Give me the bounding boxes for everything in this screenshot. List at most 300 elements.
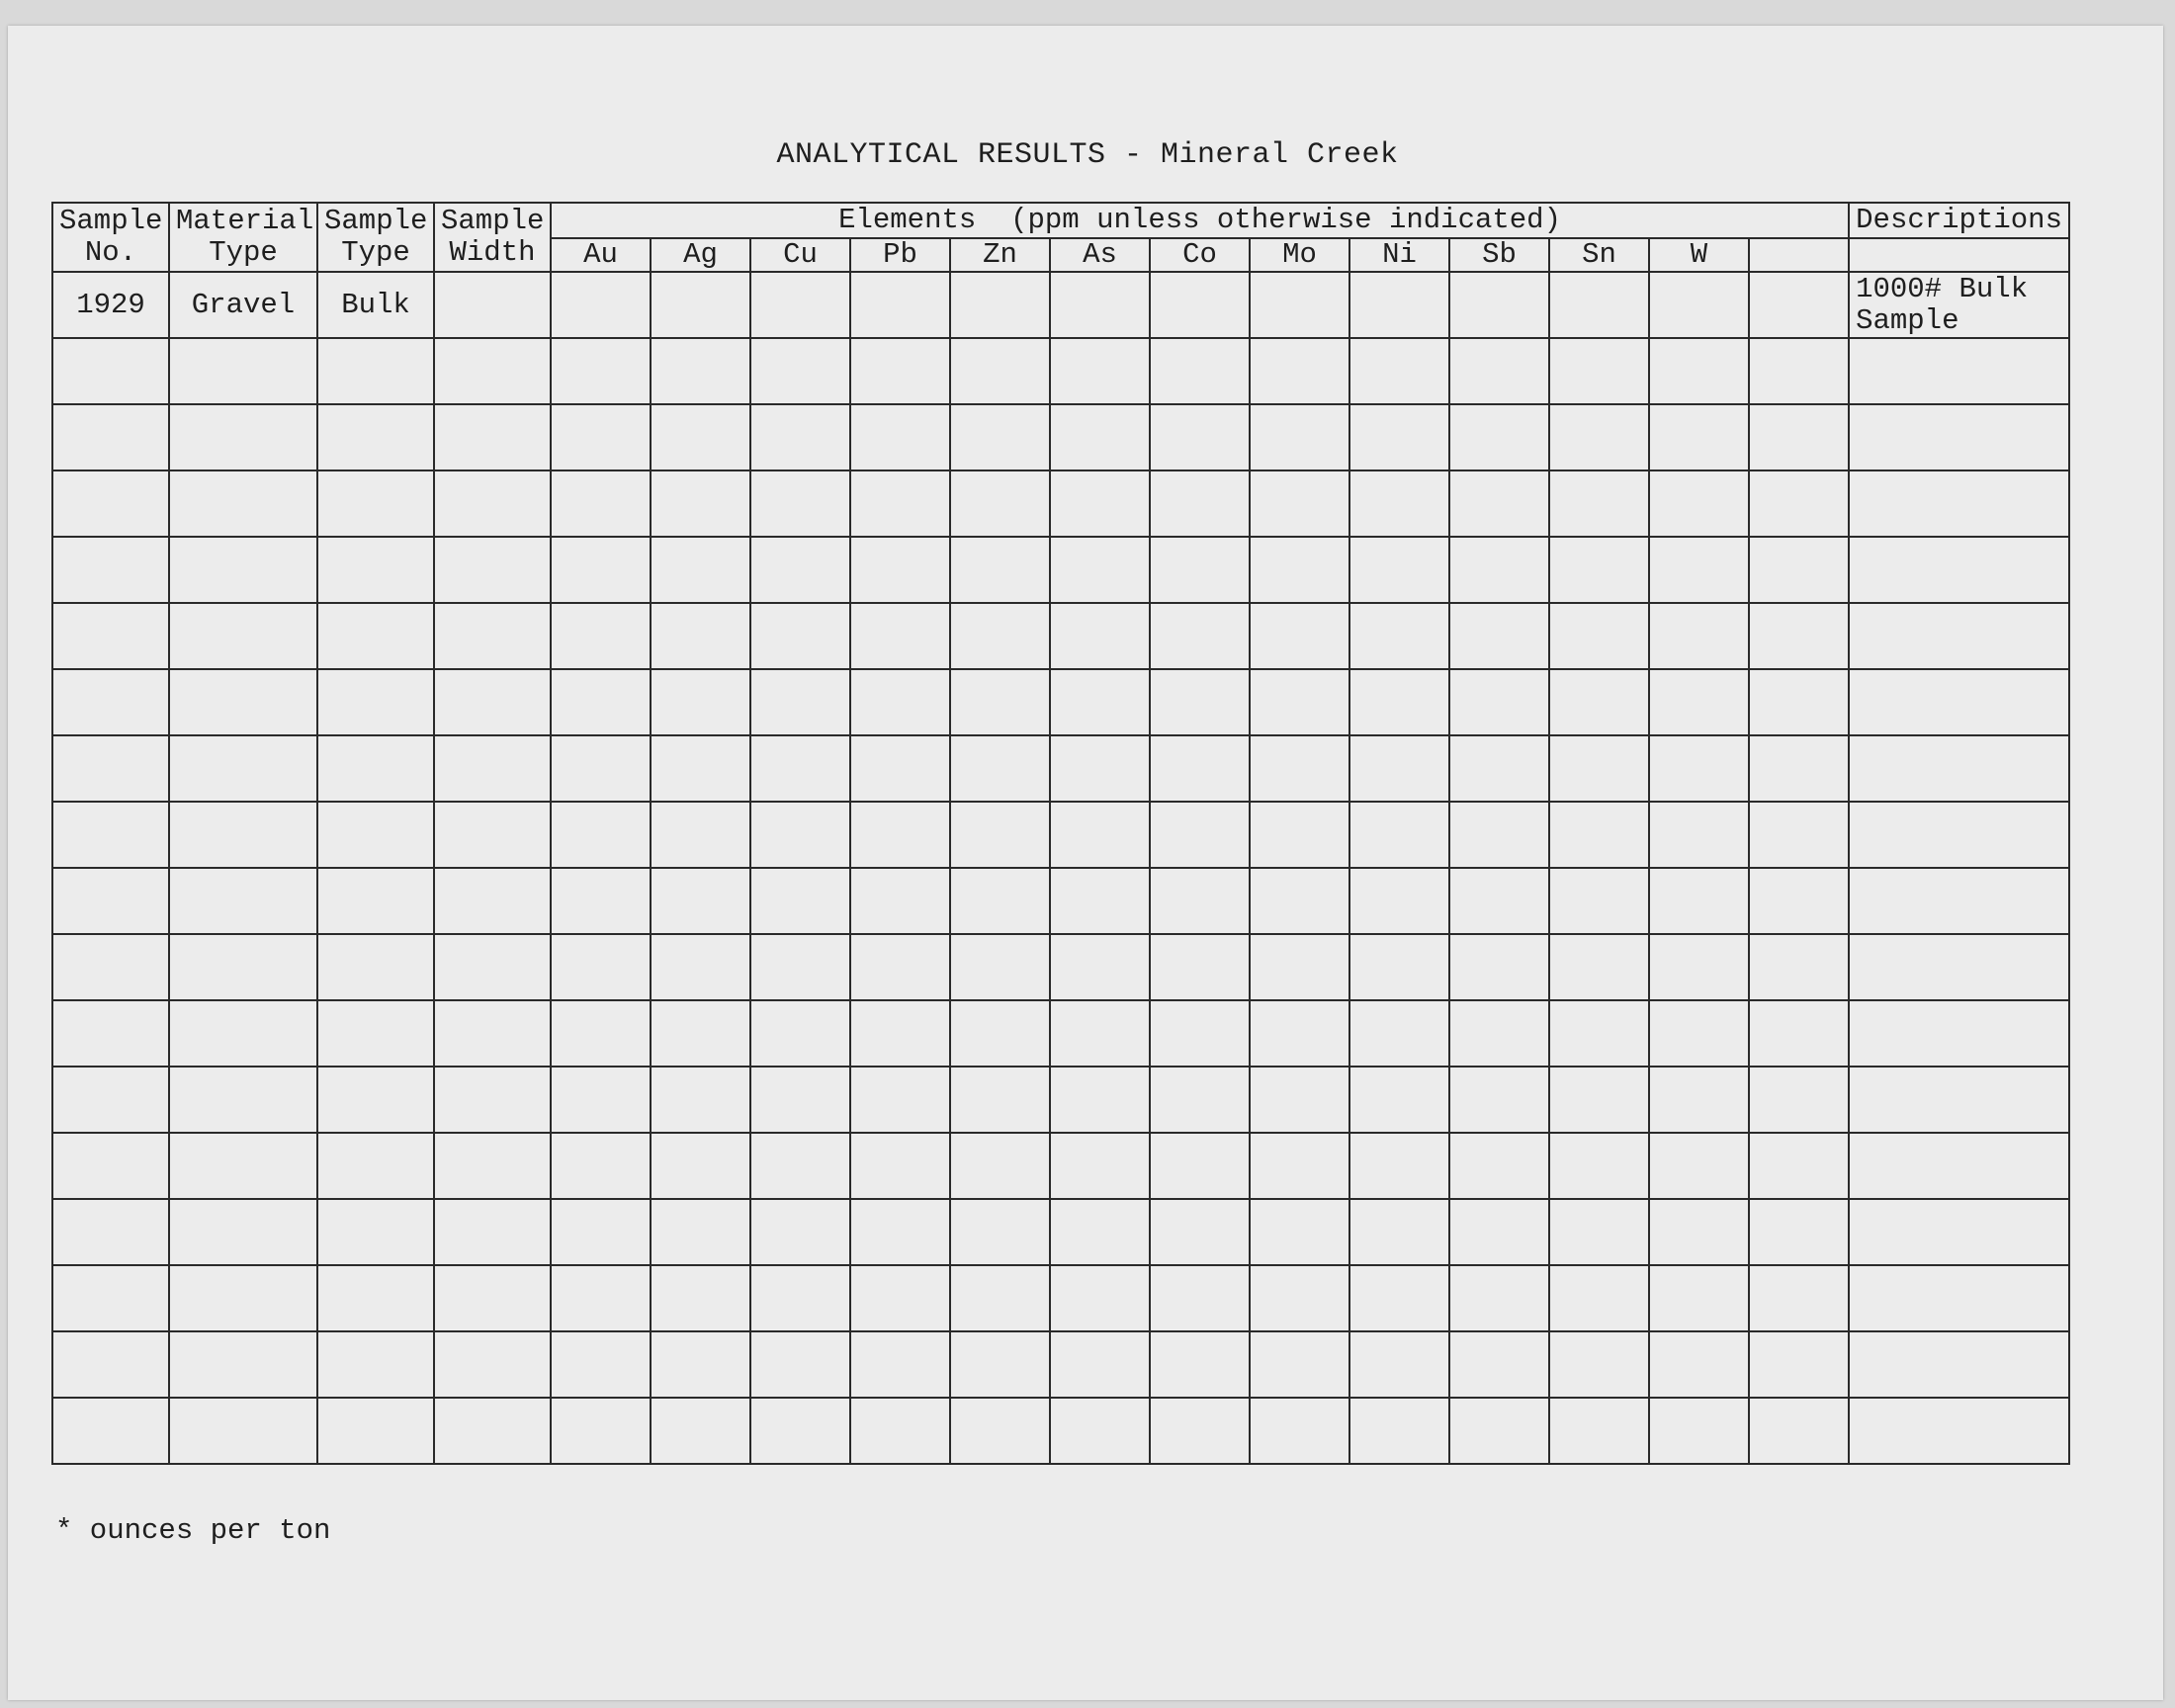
element-value-cell [551,1331,651,1398]
element-value-cell [1050,1265,1150,1331]
element-value-cell [1050,868,1150,934]
element-value-cell [1250,470,1349,537]
element-value-cell [1250,272,1349,338]
element-value-cell [651,802,750,868]
element-value-cell [1449,338,1549,404]
sample-type-header-line1: Sample [324,205,428,237]
table-row [52,1067,2069,1133]
table-row [52,1199,2069,1265]
table-row [52,802,2069,868]
table-row [52,537,2069,603]
element-value-cell [551,537,651,603]
element-value-cell [1549,470,1649,537]
element-value-cell [1549,1199,1649,1265]
material-type-cell [169,338,317,404]
sample-type-cell [317,868,434,934]
sample-type-cell: Bulk [317,272,434,338]
element-value-cell [1250,802,1349,868]
sample-width-cell [434,272,551,338]
description-cell [1849,1398,2069,1464]
table-row [52,1000,2069,1067]
description-cell [1849,802,2069,868]
description-cell [1849,735,2069,802]
element-value-cell [1749,1398,1849,1464]
element-value-cell [750,1067,850,1133]
element-value-cell [1050,802,1150,868]
element-value-cell [750,603,850,669]
description-cell [1849,934,2069,1000]
element-value-cell [1050,669,1150,735]
sample-no-header [52,203,169,272]
element-value-cell [1749,1199,1849,1265]
sample-type-cell [317,1265,434,1331]
sample-no-cell [52,1067,169,1133]
element-value-cell [1250,934,1349,1000]
element-value-cell [1549,272,1649,338]
element-value-cell [850,537,950,603]
material-type-cell [169,1199,317,1265]
element-value-cell [1150,603,1250,669]
element-value-cell [551,1265,651,1331]
material-type-cell [169,470,317,537]
sample-no-cell [52,934,169,1000]
element-value-cell [1449,1331,1549,1398]
element-value-cell [1050,537,1150,603]
element-value-cell [1549,868,1649,934]
element-value-cell [1050,1199,1150,1265]
sample-type-cell [317,603,434,669]
element-value-cell [1549,1398,1649,1464]
sample-width-cell [434,1133,551,1199]
element-value-cell [850,1199,950,1265]
element-value-cell [1549,1133,1649,1199]
element-value-cell [551,934,651,1000]
element-value-cell [551,669,651,735]
element-value-cell [651,735,750,802]
element-value-cell [1449,470,1549,537]
element-value-cell [750,802,850,868]
element-value-cell [1150,1331,1250,1398]
sample-width-header-line2: Width [449,236,536,269]
element-value-cell [1649,1000,1749,1067]
element-header: Mo [1250,238,1349,272]
element-value-cell [1549,1265,1649,1331]
element-value-cell [1349,603,1449,669]
element-value-cell [551,338,651,404]
document-title: ANALYTICAL RESULTS - Mineral Creek [776,138,1399,172]
description-cell [1849,603,2069,669]
element-value-cell [1449,934,1549,1000]
element-value-cell [1349,1000,1449,1067]
material-type-cell [169,404,317,470]
element-value-cell [950,272,1050,338]
element-value-cell [1649,404,1749,470]
element-value-cell [1349,1199,1449,1265]
table-row [52,1265,2069,1331]
element-value-cell [1349,1067,1449,1133]
element-value-cell [1050,603,1150,669]
element-value-cell [950,1067,1050,1133]
element-value-cell [1050,934,1150,1000]
description-cell [1849,338,2069,404]
element-value-cell [1250,1265,1349,1331]
table-row [52,404,2069,470]
element-value-cell [750,669,850,735]
element-value-cell [1449,1000,1549,1067]
description-cell [1849,1133,2069,1199]
element-value-cell [850,669,950,735]
element-value-cell [651,272,750,338]
element-value-cell [1649,603,1749,669]
elements-group-header: Elements (ppm unless otherwise indicated) [551,203,1849,238]
sample-width-cell [434,404,551,470]
material-type-cell [169,1067,317,1133]
material-type-cell [169,1000,317,1067]
element-value-cell [651,1331,750,1398]
element-value-cell [750,1265,850,1331]
sample-width-cell [434,603,551,669]
element-value-cell [1649,1067,1749,1133]
element-value-cell [551,1000,651,1067]
element-value-cell [950,404,1050,470]
sample-no-cell [52,1398,169,1464]
element-value-cell [950,537,1050,603]
sample-width-cell [434,868,551,934]
element-value-cell [1250,735,1349,802]
element-value-cell [651,1067,750,1133]
element-value-cell [1349,934,1449,1000]
element-value-cell [950,1199,1050,1265]
sample-type-header-line2: Type [341,236,410,269]
element-value-cell [1749,868,1849,934]
material-type-cell [169,669,317,735]
sample-type-cell [317,404,434,470]
table-row [52,1331,2069,1398]
element-value-cell [750,272,850,338]
element-header: Co [1150,238,1250,272]
element-value-cell [1050,1331,1150,1398]
element-value-cell [551,603,651,669]
element-value-cell [850,338,950,404]
element-value-cell [651,470,750,537]
element-value-cell [651,669,750,735]
element-value-cell [651,537,750,603]
table-row [52,735,2069,802]
element-value-cell [1150,1067,1250,1133]
header-row-1 [52,203,2069,238]
table-row [52,603,2069,669]
element-value-cell [1150,1133,1250,1199]
sample-type-cell [317,470,434,537]
element-value-cell [750,1000,850,1067]
element-value-cell [1449,669,1549,735]
element-value-cell [1549,669,1649,735]
element-value-cell [1250,1067,1349,1133]
element-value-cell [1449,868,1549,934]
sample-no-cell [52,603,169,669]
sample-type-cell [317,1133,434,1199]
element-value-cell [950,669,1050,735]
element-value-cell [1250,1199,1349,1265]
element-value-cell [551,470,651,537]
element-value-cell [551,272,651,338]
element-value-cell [1449,603,1549,669]
element-value-cell [1250,669,1349,735]
sample-type-cell [317,934,434,1000]
element-value-cell [1749,603,1849,669]
element-value-cell [1349,1398,1449,1464]
element-value-cell [1050,1000,1150,1067]
element-value-cell [651,338,750,404]
element-value-cell [950,338,1050,404]
element-value-cell [1349,404,1449,470]
element-value-cell [1449,404,1549,470]
element-value-cell [1250,868,1349,934]
sample-type-cell [317,1398,434,1464]
sample-type-cell [317,1331,434,1398]
description-cell: 1000# Bulk Sample [1849,272,2069,338]
description-cell [1849,470,2069,537]
element-value-cell [1250,404,1349,470]
element-value-cell [1649,1398,1749,1464]
element-value-cell [750,404,850,470]
element-value-cell [1449,1265,1549,1331]
element-value-cell [1749,802,1849,868]
description-cell [1849,1000,2069,1067]
element-value-cell [1549,934,1649,1000]
sample-no-cell [52,470,169,537]
element-value-cell [850,404,950,470]
element-value-cell [1649,272,1749,338]
element-value-cell [551,735,651,802]
element-value-cell [1649,669,1749,735]
element-value-cell [1150,735,1250,802]
element-value-cell [1250,338,1349,404]
element-value-cell [1649,1133,1749,1199]
element-value-cell [1649,338,1749,404]
element-value-cell [1150,470,1250,537]
element-header: Ni [1349,238,1449,272]
element-value-cell [651,1265,750,1331]
sample-width-cell [434,338,551,404]
sample-width-cell [434,470,551,537]
element-value-cell [551,1199,651,1265]
element-value-cell [1749,1265,1849,1331]
element-value-cell [551,404,651,470]
element-value-cell [950,802,1050,868]
element-value-cell [950,470,1050,537]
description-cell [1849,404,2069,470]
element-value-cell [950,1133,1050,1199]
element-value-cell [1150,338,1250,404]
sample-no-cell [52,404,169,470]
element-value-cell [750,1398,850,1464]
element-value-cell [1749,669,1849,735]
material-type-cell [169,868,317,934]
element-value-cell [1050,272,1150,338]
description-cell [1849,537,2069,603]
sample-width-cell [434,1000,551,1067]
table-row [52,669,2069,735]
element-header: Zn [950,238,1050,272]
sample-width-cell [434,669,551,735]
element-value-cell [1349,868,1449,934]
element-header [1749,238,1849,272]
element-value-cell [750,338,850,404]
element-value-cell [1150,404,1250,470]
element-value-cell [1549,1000,1649,1067]
element-value-cell [1649,470,1749,537]
element-value-cell [1050,735,1150,802]
element-value-cell [1349,272,1449,338]
element-value-cell [1649,868,1749,934]
sample-no-cell [52,1265,169,1331]
material-type-header-line2: Type [209,236,278,269]
element-value-cell [850,1067,950,1133]
element-value-cell [1449,802,1549,868]
material-type-cell [169,537,317,603]
element-value-cell [1649,537,1749,603]
element-value-cell [750,1199,850,1265]
element-value-cell [1749,1133,1849,1199]
element-value-cell [651,404,750,470]
element-value-cell [1749,1067,1849,1133]
element-value-cell [950,1000,1050,1067]
element-value-cell [551,1067,651,1133]
element-value-cell [551,1398,651,1464]
element-value-cell [1549,1067,1649,1133]
element-value-cell [1749,1000,1849,1067]
descriptions-subheader [1849,238,2069,272]
table-row [52,1133,2069,1199]
element-value-cell [1449,735,1549,802]
element-value-cell [1150,1000,1250,1067]
sample-width-cell [434,802,551,868]
element-value-cell [1150,868,1250,934]
sample-width-header [434,203,551,272]
element-value-cell [1250,1331,1349,1398]
description-cell [1849,1265,2069,1331]
sample-no-cell [52,1331,169,1398]
table-row [52,1398,2069,1464]
element-value-cell [1150,1398,1250,1464]
element-value-cell [950,934,1050,1000]
material-type-cell [169,603,317,669]
sample-no-cell [52,1199,169,1265]
element-value-cell [1250,1133,1349,1199]
sample-width-cell [434,1199,551,1265]
element-value-cell [1749,735,1849,802]
sample-no-header-line1: Sample [59,205,163,237]
element-value-cell [1449,1133,1549,1199]
sample-no-cell [52,1133,169,1199]
material-type-cell [169,1331,317,1398]
element-value-cell [850,603,950,669]
sample-no-cell: 1929 [52,272,169,338]
sample-width-cell [434,1265,551,1331]
descriptions-header: Descriptions [1849,203,2069,238]
element-value-cell [850,1331,950,1398]
description-cell [1849,669,2069,735]
element-value-cell [651,1199,750,1265]
element-value-cell [1649,735,1749,802]
element-value-cell [1449,1398,1549,1464]
element-value-cell [850,802,950,868]
element-value-cell [1549,735,1649,802]
element-value-cell [1150,537,1250,603]
sample-width-cell [434,1398,551,1464]
element-value-cell [551,868,651,934]
element-value-cell [1250,537,1349,603]
element-value-cell [1349,470,1449,537]
element-header: Pb [850,238,950,272]
element-value-cell [1150,1265,1250,1331]
sample-width-cell [434,537,551,603]
element-value-cell [1050,470,1150,537]
element-value-cell [1349,1265,1449,1331]
element-header: Sb [1449,238,1549,272]
element-value-cell [850,272,950,338]
element-value-cell [1549,603,1649,669]
description-cell [1849,1067,2069,1133]
sample-no-cell [52,338,169,404]
material-type-cell [169,1133,317,1199]
element-value-cell [1649,1199,1749,1265]
element-value-cell [1649,1331,1749,1398]
element-value-cell [551,1133,651,1199]
element-value-cell [1050,404,1150,470]
sample-no-cell [52,669,169,735]
element-value-cell [1349,338,1449,404]
sample-type-cell [317,537,434,603]
sample-type-cell [317,1000,434,1067]
element-value-cell [1150,669,1250,735]
element-value-cell [1250,603,1349,669]
sample-no-cell [52,868,169,934]
material-type-cell [169,1265,317,1331]
material-type-cell [169,735,317,802]
element-value-cell [850,1000,950,1067]
sample-no-header-line2: No. [84,236,137,269]
material-type-cell [169,1398,317,1464]
element-value-cell [651,1398,750,1464]
element-value-cell [551,802,651,868]
element-header: Au [551,238,651,272]
element-value-cell [850,1265,950,1331]
sample-width-cell [434,735,551,802]
element-value-cell [750,735,850,802]
element-header: As [1050,238,1150,272]
table-row [52,470,2069,537]
element-value-cell [950,868,1050,934]
element-value-cell [651,603,750,669]
sample-width-cell [434,1067,551,1133]
element-value-cell [850,470,950,537]
element-value-cell [1449,1067,1549,1133]
element-value-cell [1749,470,1849,537]
element-value-cell [950,1398,1050,1464]
sample-type-cell [317,1199,434,1265]
sample-type-header [317,203,434,272]
element-value-cell [1449,272,1549,338]
footnote: * ounces per ton [55,1514,331,1547]
sample-type-cell [317,735,434,802]
element-header: Sn [1549,238,1649,272]
element-value-cell [651,1133,750,1199]
sample-no-cell [52,537,169,603]
element-value-cell [1549,537,1649,603]
sample-width-header-line1: Sample [441,205,545,237]
